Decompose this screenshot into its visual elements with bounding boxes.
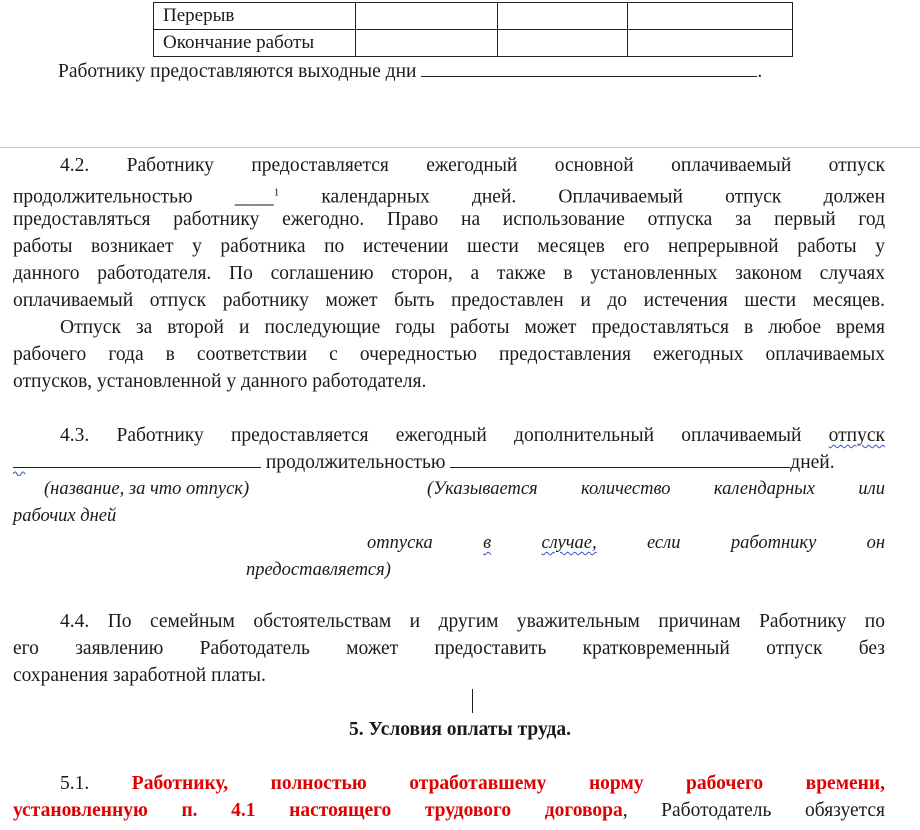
- p51-line: [60, 770, 885, 797]
- p43-text: 4.3. Работнику предоставляется ежегодный дополнительный оплачиваемый: [60, 425, 802, 446]
- table-cell[interactable]: [628, 30, 793, 57]
- text-cursor: [472, 689, 473, 713]
- hint-leave-name: (название, за что отпуск): [44, 479, 250, 499]
- hint-word: в: [483, 533, 492, 553]
- p51-highlight: установленную п. 4.1 настоящего трудового договора: [13, 800, 623, 821]
- p42-line: Отпуск за второй и последующие годы работы может предоставляться в любое время: [60, 317, 885, 338]
- p51-text: , Работодатель обязуется: [622, 800, 885, 821]
- p42-line: 4.2. Работнику предоставляется ежегодный основной оплачиваемый отпуск: [60, 155, 885, 176]
- p42-line: оплачиваемый отпуск работнику может быть предоставлен и до истечения шести месяцев.: [13, 290, 885, 311]
- hint-word: если: [646, 533, 681, 553]
- hint-word: случае,: [541, 533, 597, 553]
- schedule-row-label: Перерыв: [154, 3, 356, 30]
- days-off-end: .: [757, 61, 763, 82]
- hint-word: он: [866, 533, 886, 553]
- p42-line: рабочего года в соответствии с очередностью предоставления ежегодных оплачиваемых: [13, 344, 885, 365]
- p43-line: [60, 422, 885, 449]
- table-cell[interactable]: [498, 3, 628, 30]
- section-heading: 5. Условия оплаты труда.: [348, 719, 572, 740]
- days-off-line: [58, 58, 762, 85]
- spellcheck-mark: [13, 463, 43, 471]
- p51-line: [13, 797, 885, 824]
- p43-text: продолжительностью: [265, 452, 446, 473]
- table-row: [154, 3, 793, 30]
- hint-word: работнику: [730, 533, 817, 553]
- table-cell[interactable]: [498, 30, 628, 57]
- hint-days-count: (Указывается количество календарных или: [427, 479, 885, 499]
- work-schedule-table: [153, 2, 793, 57]
- table-row: [154, 30, 793, 57]
- p43-text: дней.: [790, 452, 835, 473]
- p42-blank-text: ____: [234, 186, 274, 208]
- p51-text: 5.1.: [60, 773, 90, 794]
- p44-line: сохранения заработной платы.: [13, 665, 266, 686]
- hint-line: предоставляется): [246, 560, 391, 580]
- p44-line: 4.4. По семейным обстоятельствам и другим уважительным причинам Работнику по: [60, 611, 885, 632]
- schedule-row-label: Окончание работы: [154, 30, 356, 57]
- p43-word-spellcheck: отпуск: [828, 425, 885, 446]
- footnote-mark: 1: [273, 186, 280, 198]
- hint-days-count-cont: рабочих дней: [13, 506, 117, 526]
- p44-line: его заявлению Работодатель может предоставить кратковременный отпуск без: [13, 638, 885, 659]
- hint-line: [367, 530, 885, 557]
- wavy-underline-icon: [13, 468, 43, 476]
- p42-line: отпусков, установленной у данного работодателя.: [13, 371, 427, 392]
- days-off-text: Работнику предоставляются выходные дни: [58, 61, 417, 82]
- p43-line: [13, 449, 885, 476]
- page-break: [0, 147, 920, 148]
- leave-duration-blank[interactable]: [450, 449, 790, 468]
- p42-word: календарных дней. Оплачиваемый отпуск должен: [321, 186, 886, 208]
- p51-highlight: Работнику, полностью отработавшему норму рабочего времени,: [131, 773, 885, 794]
- p42-word: продолжительностью: [13, 186, 193, 208]
- p42-line: предоставляться работнику ежегодно. Право на использование отпуска за первый год: [13, 209, 885, 230]
- table-cell[interactable]: [628, 3, 793, 30]
- leave-days-blank[interactable]: [235, 187, 280, 208]
- table-cell[interactable]: [356, 30, 498, 57]
- table-cell[interactable]: [356, 3, 498, 30]
- leave-name-blank[interactable]: [13, 449, 261, 468]
- hint-word: отпуска: [367, 533, 433, 553]
- p42-line: данного работодателя. По соглашению сторон, а также в установленных законом случаях: [13, 263, 885, 284]
- days-off-blank[interactable]: [421, 58, 757, 77]
- p42-line: работы возникает у работника по истечении шести месяцев его непрерывной работы у: [13, 236, 885, 257]
